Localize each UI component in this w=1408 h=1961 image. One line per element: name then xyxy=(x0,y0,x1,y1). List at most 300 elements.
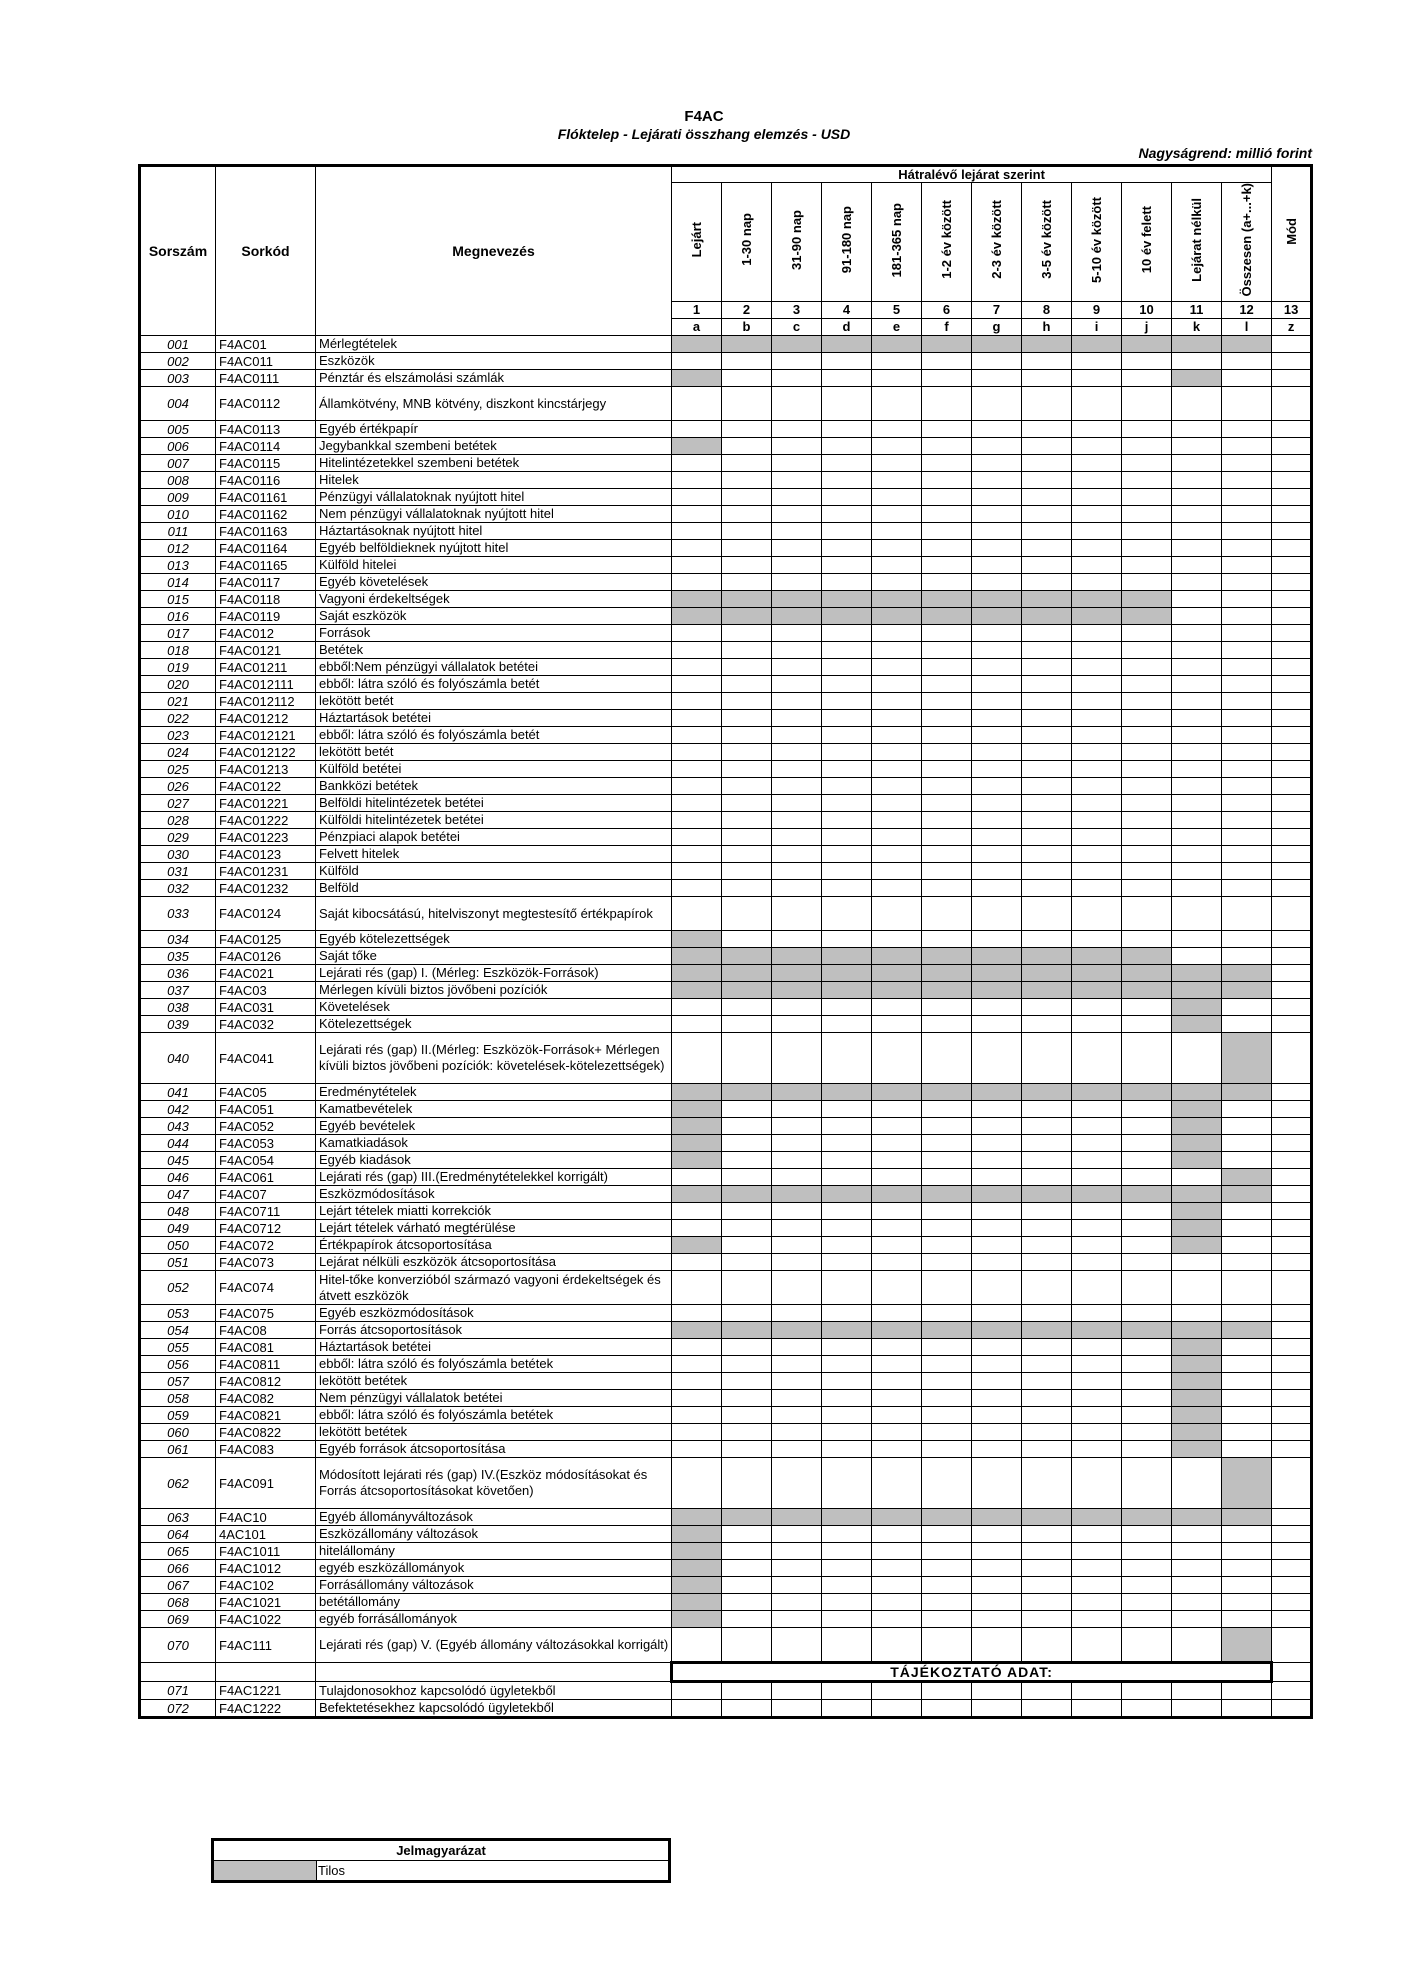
value-cell-b[interactable] xyxy=(722,897,772,931)
value-cell-m[interactable] xyxy=(1272,455,1312,472)
value-cell-f[interactable] xyxy=(922,1628,972,1663)
value-cell-i[interactable] xyxy=(1072,1254,1122,1271)
value-cell-a[interactable] xyxy=(672,625,722,642)
value-cell-e[interactable] xyxy=(872,795,922,812)
value-cell-i[interactable] xyxy=(1072,1033,1122,1084)
value-cell-h[interactable] xyxy=(1022,1577,1072,1594)
value-cell-b[interactable] xyxy=(722,1543,772,1560)
value-cell-j[interactable] xyxy=(1122,1203,1172,1220)
value-cell-a[interactable] xyxy=(672,1220,722,1237)
value-cell-f[interactable] xyxy=(922,1254,972,1271)
value-cell-c[interactable] xyxy=(772,1356,822,1373)
value-cell-h[interactable] xyxy=(1022,1560,1072,1577)
value-cell-m[interactable] xyxy=(1272,591,1312,608)
value-cell-f[interactable] xyxy=(922,1203,972,1220)
value-cell-f[interactable] xyxy=(922,880,972,897)
value-cell-j[interactable] xyxy=(1122,1220,1172,1237)
value-cell-g[interactable] xyxy=(972,659,1022,676)
value-cell-i[interactable] xyxy=(1072,1441,1122,1458)
value-cell-d[interactable] xyxy=(822,1628,872,1663)
value-cell-d[interactable] xyxy=(822,1016,872,1033)
value-cell-e[interactable] xyxy=(872,370,922,387)
value-cell-l[interactable] xyxy=(1222,1424,1272,1441)
value-cell-l[interactable] xyxy=(1222,370,1272,387)
value-cell-j[interactable] xyxy=(1122,778,1172,795)
value-cell-d[interactable] xyxy=(822,931,872,948)
value-cell-h[interactable] xyxy=(1022,710,1072,727)
value-cell-a[interactable] xyxy=(672,880,722,897)
value-cell-i[interactable] xyxy=(1072,1016,1122,1033)
value-cell-a[interactable] xyxy=(672,1390,722,1407)
value-cell-d[interactable] xyxy=(822,812,872,829)
value-cell-e[interactable] xyxy=(872,1169,922,1186)
value-cell-f[interactable] xyxy=(922,472,972,489)
value-cell-f[interactable] xyxy=(922,540,972,557)
value-cell-h[interactable] xyxy=(1022,1237,1072,1254)
value-cell-e[interactable] xyxy=(872,1458,922,1509)
value-cell-c[interactable] xyxy=(772,897,822,931)
value-cell-b[interactable] xyxy=(722,387,772,421)
value-cell-m[interactable] xyxy=(1272,574,1312,591)
value-cell-m[interactable] xyxy=(1272,1441,1312,1458)
value-cell-c[interactable] xyxy=(772,1339,822,1356)
value-cell-c[interactable] xyxy=(772,744,822,761)
value-cell-d[interactable] xyxy=(822,1682,872,1700)
value-cell-l[interactable] xyxy=(1222,1441,1272,1458)
value-cell-c[interactable] xyxy=(772,829,822,846)
value-cell-j[interactable] xyxy=(1122,676,1172,693)
value-cell-b[interactable] xyxy=(722,1220,772,1237)
value-cell-c[interactable] xyxy=(772,1682,822,1700)
value-cell-a[interactable] xyxy=(672,1271,722,1305)
value-cell-b[interactable] xyxy=(722,812,772,829)
value-cell-m[interactable] xyxy=(1272,1271,1312,1305)
value-cell-c[interactable] xyxy=(772,523,822,540)
value-cell-b[interactable] xyxy=(722,931,772,948)
value-cell-c[interactable] xyxy=(772,455,822,472)
value-cell-i[interactable] xyxy=(1072,1577,1122,1594)
value-cell-d[interactable] xyxy=(822,1169,872,1186)
value-cell-g[interactable] xyxy=(972,625,1022,642)
value-cell-g[interactable] xyxy=(972,863,1022,880)
value-cell-m[interactable] xyxy=(1272,506,1312,523)
value-cell-l[interactable] xyxy=(1222,1118,1272,1135)
value-cell-c[interactable] xyxy=(772,1577,822,1594)
value-cell-m[interactable] xyxy=(1272,625,1312,642)
value-cell-d[interactable] xyxy=(822,1526,872,1543)
value-cell-f[interactable] xyxy=(922,574,972,591)
value-cell-d[interactable] xyxy=(822,421,872,438)
value-cell-m[interactable] xyxy=(1272,727,1312,744)
value-cell-k[interactable] xyxy=(1172,1458,1222,1509)
value-cell-m[interactable] xyxy=(1272,1016,1312,1033)
value-cell-d[interactable] xyxy=(822,829,872,846)
value-cell-m[interactable] xyxy=(1272,1101,1312,1118)
value-cell-a[interactable] xyxy=(672,1033,722,1084)
value-cell-l[interactable] xyxy=(1222,744,1272,761)
value-cell-l[interactable] xyxy=(1222,1526,1272,1543)
value-cell-g[interactable] xyxy=(972,1339,1022,1356)
value-cell-e[interactable] xyxy=(872,506,922,523)
value-cell-b[interactable] xyxy=(722,863,772,880)
value-cell-g[interactable] xyxy=(972,421,1022,438)
value-cell-c[interactable] xyxy=(772,1254,822,1271)
value-cell-j[interactable] xyxy=(1122,353,1172,370)
value-cell-i[interactable] xyxy=(1072,880,1122,897)
value-cell-l[interactable] xyxy=(1222,727,1272,744)
value-cell-b[interactable] xyxy=(722,744,772,761)
value-cell-f[interactable] xyxy=(922,489,972,506)
value-cell-l[interactable] xyxy=(1222,1577,1272,1594)
value-cell-k[interactable] xyxy=(1172,710,1222,727)
value-cell-f[interactable] xyxy=(922,1441,972,1458)
value-cell-m[interactable] xyxy=(1272,761,1312,778)
value-cell-d[interactable] xyxy=(822,1560,872,1577)
value-cell-k[interactable] xyxy=(1172,1254,1222,1271)
value-cell-f[interactable] xyxy=(922,1526,972,1543)
value-cell-c[interactable] xyxy=(772,1118,822,1135)
value-cell-c[interactable] xyxy=(772,438,822,455)
value-cell-g[interactable] xyxy=(972,778,1022,795)
value-cell-k[interactable] xyxy=(1172,642,1222,659)
value-cell-g[interactable] xyxy=(972,1169,1022,1186)
value-cell-k[interactable] xyxy=(1172,608,1222,625)
value-cell-b[interactable] xyxy=(722,1560,772,1577)
value-cell-k[interactable] xyxy=(1172,676,1222,693)
value-cell-i[interactable] xyxy=(1072,1594,1122,1611)
value-cell-c[interactable] xyxy=(772,557,822,574)
value-cell-a[interactable] xyxy=(672,523,722,540)
value-cell-k[interactable] xyxy=(1172,1526,1222,1543)
value-cell-e[interactable] xyxy=(872,1628,922,1663)
value-cell-d[interactable] xyxy=(822,557,872,574)
value-cell-b[interactable] xyxy=(722,370,772,387)
value-cell-e[interactable] xyxy=(872,710,922,727)
value-cell-f[interactable] xyxy=(922,421,972,438)
value-cell-h[interactable] xyxy=(1022,761,1072,778)
value-cell-g[interactable] xyxy=(972,1101,1022,1118)
value-cell-m[interactable] xyxy=(1272,1237,1312,1254)
value-cell-f[interactable] xyxy=(922,1424,972,1441)
value-cell-k[interactable] xyxy=(1172,829,1222,846)
value-cell-i[interactable] xyxy=(1072,1135,1122,1152)
value-cell-l[interactable] xyxy=(1222,1016,1272,1033)
value-cell-g[interactable] xyxy=(972,1407,1022,1424)
value-cell-l[interactable] xyxy=(1222,455,1272,472)
value-cell-e[interactable] xyxy=(872,387,922,421)
value-cell-j[interactable] xyxy=(1122,557,1172,574)
value-cell-m[interactable] xyxy=(1272,948,1312,965)
value-cell-g[interactable] xyxy=(972,795,1022,812)
value-cell-l[interactable] xyxy=(1222,472,1272,489)
value-cell-l[interactable] xyxy=(1222,880,1272,897)
value-cell-h[interactable] xyxy=(1022,693,1072,710)
value-cell-c[interactable] xyxy=(772,1033,822,1084)
value-cell-b[interactable] xyxy=(722,1700,772,1718)
value-cell-m[interactable] xyxy=(1272,897,1312,931)
value-cell-e[interactable] xyxy=(872,1271,922,1305)
value-cell-e[interactable] xyxy=(872,540,922,557)
value-cell-c[interactable] xyxy=(772,1305,822,1322)
value-cell-l[interactable] xyxy=(1222,778,1272,795)
value-cell-a[interactable] xyxy=(672,642,722,659)
value-cell-b[interactable] xyxy=(722,1441,772,1458)
value-cell-l[interactable] xyxy=(1222,387,1272,421)
value-cell-a[interactable] xyxy=(672,1016,722,1033)
value-cell-m[interactable] xyxy=(1272,1033,1312,1084)
value-cell-b[interactable] xyxy=(722,778,772,795)
value-cell-b[interactable] xyxy=(722,1407,772,1424)
value-cell-d[interactable] xyxy=(822,438,872,455)
value-cell-h[interactable] xyxy=(1022,574,1072,591)
value-cell-g[interactable] xyxy=(972,812,1022,829)
value-cell-a[interactable] xyxy=(672,1203,722,1220)
value-cell-i[interactable] xyxy=(1072,506,1122,523)
value-cell-g[interactable] xyxy=(972,540,1022,557)
value-cell-i[interactable] xyxy=(1072,1305,1122,1322)
value-cell-m[interactable] xyxy=(1272,1611,1312,1628)
value-cell-m[interactable] xyxy=(1272,1254,1312,1271)
value-cell-j[interactable] xyxy=(1122,574,1172,591)
value-cell-k[interactable] xyxy=(1172,574,1222,591)
value-cell-h[interactable] xyxy=(1022,1458,1072,1509)
value-cell-k[interactable] xyxy=(1172,1682,1222,1700)
value-cell-i[interactable] xyxy=(1072,1611,1122,1628)
value-cell-e[interactable] xyxy=(872,880,922,897)
value-cell-j[interactable] xyxy=(1122,1152,1172,1169)
value-cell-h[interactable] xyxy=(1022,489,1072,506)
value-cell-b[interactable] xyxy=(722,1016,772,1033)
value-cell-b[interactable] xyxy=(722,472,772,489)
value-cell-m[interactable] xyxy=(1272,1390,1312,1407)
value-cell-a[interactable] xyxy=(672,506,722,523)
value-cell-b[interactable] xyxy=(722,1526,772,1543)
value-cell-g[interactable] xyxy=(972,506,1022,523)
value-cell-i[interactable] xyxy=(1072,1700,1122,1718)
value-cell-a[interactable] xyxy=(672,455,722,472)
value-cell-d[interactable] xyxy=(822,1271,872,1305)
value-cell-d[interactable] xyxy=(822,693,872,710)
value-cell-g[interactable] xyxy=(972,438,1022,455)
value-cell-l[interactable] xyxy=(1222,1237,1272,1254)
value-cell-i[interactable] xyxy=(1072,353,1122,370)
value-cell-j[interactable] xyxy=(1122,642,1172,659)
value-cell-e[interactable] xyxy=(872,1339,922,1356)
value-cell-e[interactable] xyxy=(872,931,922,948)
value-cell-m[interactable] xyxy=(1272,1594,1312,1611)
value-cell-h[interactable] xyxy=(1022,1254,1072,1271)
value-cell-c[interactable] xyxy=(772,1611,822,1628)
value-cell-j[interactable] xyxy=(1122,1254,1172,1271)
value-cell-j[interactable] xyxy=(1122,999,1172,1016)
value-cell-d[interactable] xyxy=(822,1700,872,1718)
value-cell-e[interactable] xyxy=(872,1152,922,1169)
value-cell-m[interactable] xyxy=(1272,1305,1312,1322)
value-cell-a[interactable] xyxy=(672,1373,722,1390)
value-cell-a[interactable] xyxy=(672,710,722,727)
value-cell-d[interactable] xyxy=(822,1305,872,1322)
value-cell-j[interactable] xyxy=(1122,523,1172,540)
value-cell-d[interactable] xyxy=(822,1356,872,1373)
value-cell-c[interactable] xyxy=(772,1390,822,1407)
value-cell-k[interactable] xyxy=(1172,540,1222,557)
value-cell-j[interactable] xyxy=(1122,761,1172,778)
value-cell-k[interactable] xyxy=(1172,812,1222,829)
value-cell-h[interactable] xyxy=(1022,1339,1072,1356)
value-cell-f[interactable] xyxy=(922,863,972,880)
value-cell-b[interactable] xyxy=(722,999,772,1016)
value-cell-k[interactable] xyxy=(1172,693,1222,710)
value-cell-b[interactable] xyxy=(722,1118,772,1135)
value-cell-f[interactable] xyxy=(922,1560,972,1577)
value-cell-a[interactable] xyxy=(672,1700,722,1718)
value-cell-m[interactable] xyxy=(1272,1407,1312,1424)
value-cell-i[interactable] xyxy=(1072,846,1122,863)
value-cell-h[interactable] xyxy=(1022,1594,1072,1611)
value-cell-m[interactable] xyxy=(1272,489,1312,506)
value-cell-c[interactable] xyxy=(772,795,822,812)
value-cell-c[interactable] xyxy=(772,999,822,1016)
value-cell-l[interactable] xyxy=(1222,761,1272,778)
value-cell-b[interactable] xyxy=(722,1135,772,1152)
value-cell-c[interactable] xyxy=(772,387,822,421)
value-cell-b[interactable] xyxy=(722,353,772,370)
value-cell-d[interactable] xyxy=(822,846,872,863)
value-cell-d[interactable] xyxy=(822,1390,872,1407)
value-cell-k[interactable] xyxy=(1172,1543,1222,1560)
value-cell-a[interactable] xyxy=(672,353,722,370)
value-cell-f[interactable] xyxy=(922,1152,972,1169)
value-cell-g[interactable] xyxy=(972,846,1022,863)
value-cell-f[interactable] xyxy=(922,1700,972,1718)
value-cell-e[interactable] xyxy=(872,1700,922,1718)
value-cell-h[interactable] xyxy=(1022,846,1072,863)
value-cell-i[interactable] xyxy=(1072,931,1122,948)
value-cell-h[interactable] xyxy=(1022,931,1072,948)
value-cell-g[interactable] xyxy=(972,1033,1022,1084)
value-cell-m[interactable] xyxy=(1272,1543,1312,1560)
value-cell-a[interactable] xyxy=(672,472,722,489)
value-cell-f[interactable] xyxy=(922,999,972,1016)
value-cell-e[interactable] xyxy=(872,1356,922,1373)
value-cell-b[interactable] xyxy=(722,1169,772,1186)
value-cell-k[interactable] xyxy=(1172,421,1222,438)
value-cell-b[interactable] xyxy=(722,438,772,455)
value-cell-m[interactable] xyxy=(1272,846,1312,863)
value-cell-i[interactable] xyxy=(1072,625,1122,642)
value-cell-b[interactable] xyxy=(722,1271,772,1305)
value-cell-l[interactable] xyxy=(1222,625,1272,642)
value-cell-f[interactable] xyxy=(922,1458,972,1509)
value-cell-k[interactable] xyxy=(1172,761,1222,778)
value-cell-k[interactable] xyxy=(1172,931,1222,948)
value-cell-c[interactable] xyxy=(772,1203,822,1220)
value-cell-f[interactable] xyxy=(922,1169,972,1186)
value-cell-e[interactable] xyxy=(872,1118,922,1135)
value-cell-g[interactable] xyxy=(972,1356,1022,1373)
value-cell-f[interactable] xyxy=(922,370,972,387)
value-cell-i[interactable] xyxy=(1072,1373,1122,1390)
value-cell-c[interactable] xyxy=(772,625,822,642)
value-cell-d[interactable] xyxy=(822,1441,872,1458)
value-cell-e[interactable] xyxy=(872,642,922,659)
value-cell-a[interactable] xyxy=(672,659,722,676)
value-cell-g[interactable] xyxy=(972,1543,1022,1560)
value-cell-i[interactable] xyxy=(1072,1271,1122,1305)
value-cell-c[interactable] xyxy=(772,880,822,897)
value-cell-j[interactable] xyxy=(1122,710,1172,727)
value-cell-j[interactable] xyxy=(1122,1424,1172,1441)
value-cell-m[interactable] xyxy=(1272,370,1312,387)
value-cell-e[interactable] xyxy=(872,1407,922,1424)
value-cell-d[interactable] xyxy=(822,1220,872,1237)
value-cell-j[interactable] xyxy=(1122,1118,1172,1135)
value-cell-c[interactable] xyxy=(772,1543,822,1560)
value-cell-b[interactable] xyxy=(722,1594,772,1611)
value-cell-m[interactable] xyxy=(1272,965,1312,982)
value-cell-d[interactable] xyxy=(822,761,872,778)
value-cell-e[interactable] xyxy=(872,829,922,846)
value-cell-f[interactable] xyxy=(922,1594,972,1611)
value-cell-j[interactable] xyxy=(1122,1237,1172,1254)
value-cell-f[interactable] xyxy=(922,625,972,642)
value-cell-h[interactable] xyxy=(1022,744,1072,761)
value-cell-f[interactable] xyxy=(922,506,972,523)
value-cell-i[interactable] xyxy=(1072,744,1122,761)
value-cell-d[interactable] xyxy=(822,1152,872,1169)
value-cell-l[interactable] xyxy=(1222,523,1272,540)
value-cell-c[interactable] xyxy=(772,421,822,438)
value-cell-g[interactable] xyxy=(972,489,1022,506)
value-cell-a[interactable] xyxy=(672,727,722,744)
value-cell-h[interactable] xyxy=(1022,829,1072,846)
value-cell-l[interactable] xyxy=(1222,829,1272,846)
value-cell-h[interactable] xyxy=(1022,523,1072,540)
value-cell-a[interactable] xyxy=(672,693,722,710)
value-cell-j[interactable] xyxy=(1122,1271,1172,1305)
value-cell-e[interactable] xyxy=(872,1526,922,1543)
value-cell-k[interactable] xyxy=(1172,1033,1222,1084)
value-cell-e[interactable] xyxy=(872,999,922,1016)
value-cell-g[interactable] xyxy=(972,1560,1022,1577)
value-cell-h[interactable] xyxy=(1022,1016,1072,1033)
value-cell-i[interactable] xyxy=(1072,778,1122,795)
value-cell-h[interactable] xyxy=(1022,472,1072,489)
value-cell-c[interactable] xyxy=(772,846,822,863)
value-cell-d[interactable] xyxy=(822,1033,872,1084)
value-cell-j[interactable] xyxy=(1122,897,1172,931)
value-cell-a[interactable] xyxy=(672,863,722,880)
value-cell-i[interactable] xyxy=(1072,1628,1122,1663)
value-cell-d[interactable] xyxy=(822,1611,872,1628)
value-cell-e[interactable] xyxy=(872,659,922,676)
value-cell-f[interactable] xyxy=(922,659,972,676)
value-cell-h[interactable] xyxy=(1022,999,1072,1016)
value-cell-f[interactable] xyxy=(922,761,972,778)
value-cell-e[interactable] xyxy=(872,1237,922,1254)
value-cell-f[interactable] xyxy=(922,1339,972,1356)
value-cell-i[interactable] xyxy=(1072,863,1122,880)
value-cell-d[interactable] xyxy=(822,880,872,897)
value-cell-a[interactable] xyxy=(672,829,722,846)
value-cell-l[interactable] xyxy=(1222,1594,1272,1611)
value-cell-d[interactable] xyxy=(822,387,872,421)
value-cell-k[interactable] xyxy=(1172,625,1222,642)
value-cell-g[interactable] xyxy=(972,1373,1022,1390)
value-cell-e[interactable] xyxy=(872,1101,922,1118)
value-cell-m[interactable] xyxy=(1272,523,1312,540)
value-cell-m[interactable] xyxy=(1272,557,1312,574)
